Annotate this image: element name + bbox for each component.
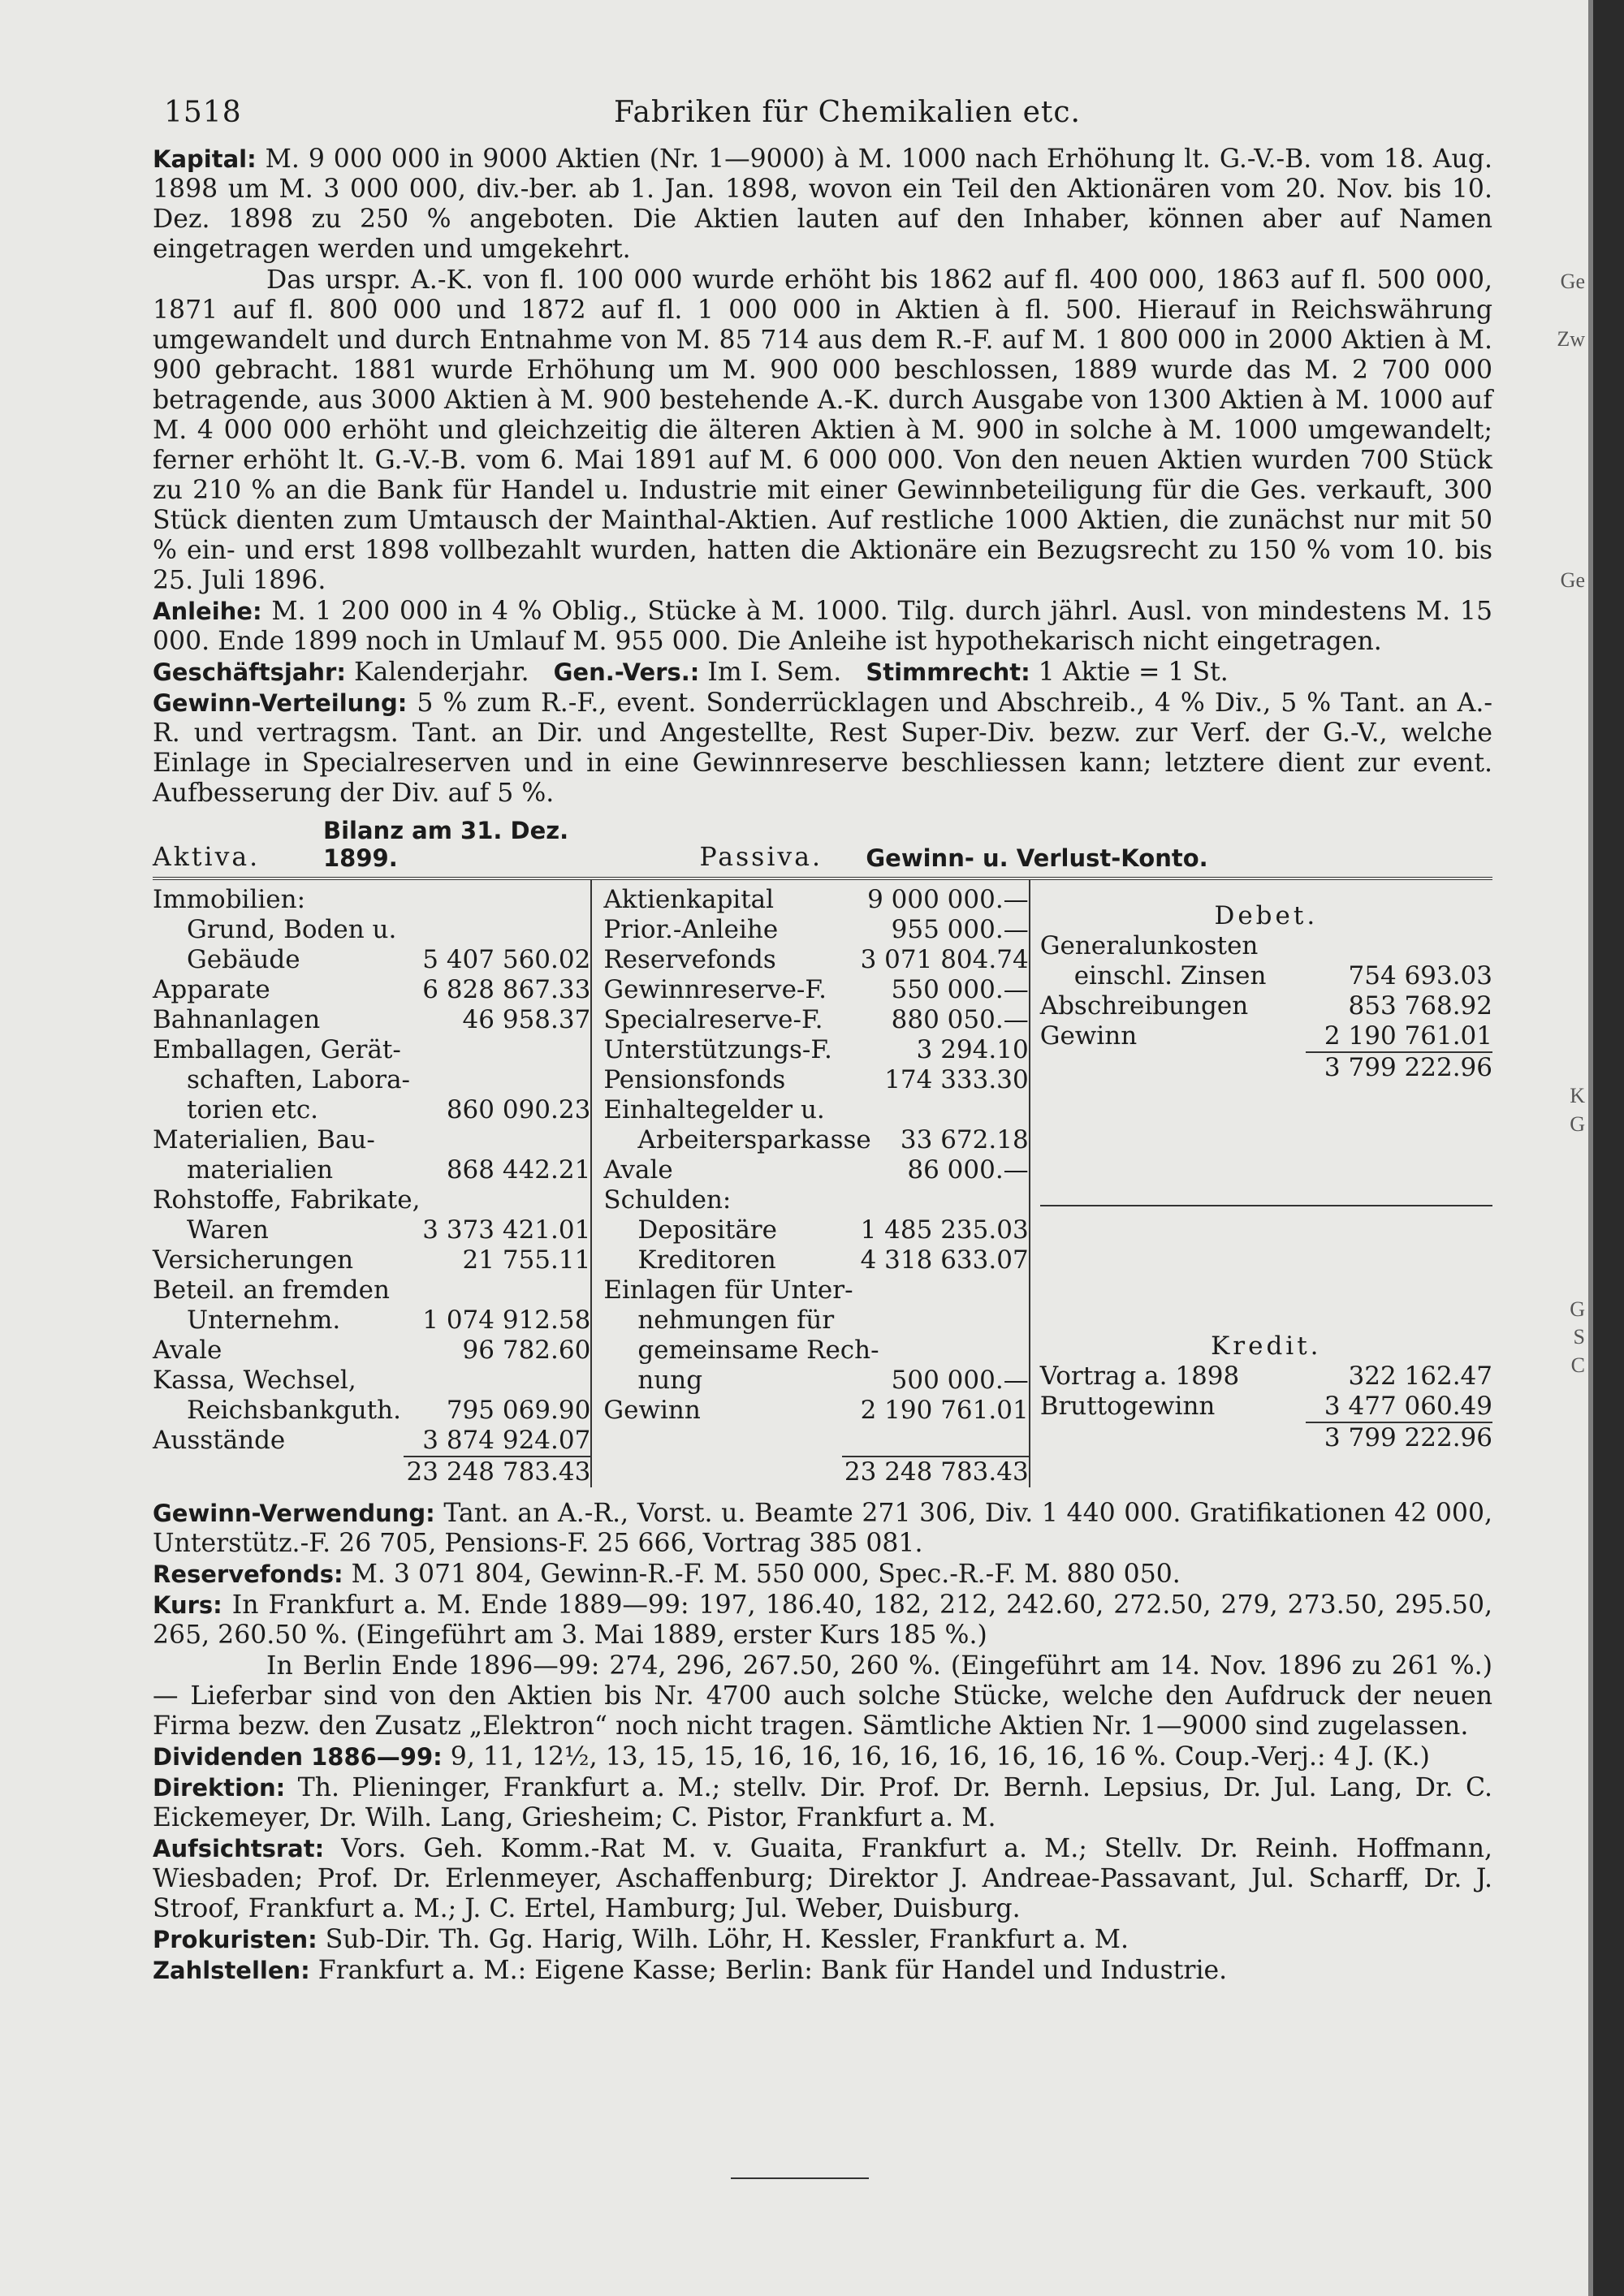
row-value: 4 318 633.07 xyxy=(860,1245,1029,1275)
aktiva-row xyxy=(153,1005,590,1035)
row-label: Gewinnreserve-F. xyxy=(603,975,827,1004)
row-label: nung xyxy=(637,1366,703,1395)
aktiva-total: 23 248 783.43 xyxy=(404,1456,590,1487)
section-label: Zahlstellen: xyxy=(153,1957,310,1984)
row-label: Einlagen für Unter- xyxy=(603,1275,853,1305)
section-label: Gewinn-Verwendung: xyxy=(153,1500,435,1527)
row-value: 3 874 924.07 xyxy=(422,1426,591,1455)
row-value: 33 672.18 xyxy=(900,1125,1029,1154)
passiva-row xyxy=(603,1396,1028,1426)
kredit-caption: Kredit. xyxy=(1211,1331,1322,1361)
kapital-text: M. 9 000 000 in 9000 Aktien (Nr. 1—9000) à M. 1000 nach Erhöhung lt. G.-V.-B. vom 18. Aug. 1898 um M. 3 000 000, div.-ber. ab 1. Jan. 1898, wovon ein Teil den Aktionären vom 20. Nov. bis 10. Dez. 1898 zu 250 % angeboten. Die Aktien lauten auf den Inhaber, können aber auf Namen eingetragen werden und umgekehrt. xyxy=(153,145,1493,264)
section-text: Sub-Dir. Th. Gg. Harig, Wilh. Löhr, H. Kessler, Frankfurt a. M. xyxy=(325,1925,1129,1954)
section-text: In Berlin Ende 1896—99: 274, 296, 267.50, 260 %. (Eingeführt am 14. Nov. 1896 zu 261 %.) — Lieferbar sind von den Aktien bis Nr. 4700 auch solche Stücke, welche den Aufdruck der neuen Firma bezw. den Zusatz „Elektron“ noch nicht tragen. Sämtliche Aktien Nr. 1—9000 sind zugelassen. xyxy=(153,1651,1492,1741)
row-label: Kassa, Wechsel, xyxy=(153,1366,356,1395)
row-value: 9 000 000.— xyxy=(867,885,1029,914)
row-value: 1 485 235.03 xyxy=(860,1215,1029,1245)
row-label: Reichsbankguth. xyxy=(187,1396,401,1425)
kapital-history: Das urspr. A.-K. von fl. 100 000 wurde erhöht bis 1862 auf fl. 400 000, 1863 auf fl. 500 000, 1871 auf fl. 800 000 und 1872 auf fl. 1 000 000 in Aktien à fl. 500. Hierauf in Reichswährung umgewandelt und durch Entnahme von M. 85 714 aus dem R.-F. auf M. 1 800 000 in 2000 Aktien à M. 900 gebracht. 1881 wurde Erhöhung um M. 900 000 beschlossen, 1889 wurde das M. 2 700 000 betragende, aus 3000 Aktien à M. 900 bestehende A.-K. durch Ausgabe von 1300 Aktien à M. 1000 auf M. 4 000 000 erhöht und gleichzeitig die älteren Aktien à M. 900 in solche à M. 1000 umgewandelt; ferner erhöht lt. G.-V.-B. vom 6. Mai 1891 auf M. 6 000 000. Von den neuen Aktien wurden 700 Stück zu 210 % an die Bank für Handel u. Industrie mit einer Gewinnbeteiligung für die Ges. verkauft, 300 Stück dienten zum Umtausch der Mainthal-Aktien. Auf restliche 1000 Aktien, die zunächst nur mit 50 % ein- und erst 1898 vollbezahlt wurden, hatten die Aktionäre ein Bezugsrecht zu 150 % vom 10. bis 25. Juli 1896. xyxy=(153,265,1492,595)
bottom-section xyxy=(153,1742,1492,1772)
row-label: Unternehm. xyxy=(187,1306,341,1335)
bottom-section xyxy=(153,1956,1492,1986)
section-text: Th. Plieninger, Frankfurt a. M.; stellv. Dir. Prof. Dr. Bernh. Lepsius, Dr. Jul. Lang, Dr. C. Eickemeyer, Dr. Wilh. Lang, Griesheim; C. Pistor, Frankfurt a. M. xyxy=(153,1773,1492,1832)
margin-fragment: G xyxy=(1570,1112,1585,1136)
section-label: Prokuristen: xyxy=(153,1926,317,1953)
passiva-row xyxy=(603,1155,1028,1185)
row-value: 46 958.37 xyxy=(462,1005,591,1034)
passiva-row xyxy=(603,1005,1028,1035)
passiva-row xyxy=(603,1366,1028,1396)
footer-rule xyxy=(731,2177,869,2179)
debet-row xyxy=(1040,1021,1492,1051)
section-text: Frankfurt a. M.: Eigene Kasse; Berlin: Bank für Handel und Industrie. xyxy=(317,1956,1228,1985)
aktiva-row xyxy=(153,1185,590,1215)
aktiva-caption: Aktiva. xyxy=(153,843,261,872)
page-edge xyxy=(1593,0,1624,2296)
row-value: 3 373 421.01 xyxy=(422,1215,591,1245)
passiva-row xyxy=(603,915,1028,945)
gewinnverteilung-text: 5 % zum R.-F., event. Sonderrücklagen und Abschreib., 4 % Div., 5 % Tant. an A.-R. und vertragsm. Tant. an Dir. und Angestellte, Rest Super-Div. bezw. zur Verf. der G.-V., welche Einlage in Specialreserven und in eine Gewinnreserve beschliessen kann; letztere dient zur event. Aufbesserung der Div. auf 5 %. xyxy=(153,688,1493,808)
row-label: Specialreserve-F. xyxy=(603,1005,823,1034)
passiva-row xyxy=(603,945,1028,975)
row-label: Prior.-Anleihe xyxy=(603,915,779,944)
geschaeftsjahr-text: Kalenderjahr. xyxy=(353,658,529,687)
row-label: Materialien, Bau- xyxy=(153,1125,375,1154)
row-value: 96 782.60 xyxy=(462,1336,591,1365)
kapital-section xyxy=(153,145,1492,265)
row-value: 795 069.90 xyxy=(446,1396,591,1425)
passiva-row xyxy=(603,1065,1028,1095)
section-text: M. 3 071 804, Gewinn-R.-F. M. 550 000, Spec.-R.-F. M. 880 050. xyxy=(351,1560,1181,1589)
section-text: Tant. an A.-R., Vorst. u. Beamte 271 306, Div. 1 440 000. Gratifikationen 42 000, Unterstütz.-F. 26 705, Pensions-F. 25 666, Vortrag 385 081. xyxy=(153,1499,1492,1558)
aktiva-row xyxy=(153,1125,590,1155)
row-label: Unterstützungs-F. xyxy=(603,1035,832,1064)
bottom-section xyxy=(153,1773,1492,1833)
aktiva-row xyxy=(153,915,590,945)
passiva-column xyxy=(592,880,1030,1487)
aktiva-row xyxy=(153,1306,590,1336)
bottom-section xyxy=(153,1560,1492,1590)
aktiva-row xyxy=(153,1426,590,1456)
section-label: Kurs: xyxy=(153,1591,222,1619)
row-label: materialien xyxy=(187,1155,334,1185)
anleihe-label: Anleihe: xyxy=(153,598,262,625)
aktiva-row xyxy=(153,975,590,1005)
passiva-row xyxy=(603,1035,1028,1065)
margin-fragment: Zw xyxy=(1557,327,1585,351)
anleihe-section xyxy=(153,597,1492,657)
aktiva-row xyxy=(153,1095,590,1125)
row-label: Bahnanlagen xyxy=(153,1005,321,1034)
gewinnverteilung-section xyxy=(153,688,1492,809)
row-value: 860 090.23 xyxy=(446,1095,591,1124)
bottom-section xyxy=(153,1590,1492,1651)
debet-total: 3 799 222.96 xyxy=(1306,1051,1492,1083)
bottom-section xyxy=(153,1499,1492,1559)
debet-row xyxy=(1040,991,1492,1021)
aktiva-row xyxy=(153,1215,590,1245)
aktiva-row xyxy=(153,1396,590,1426)
balance-table xyxy=(153,877,1492,1487)
row-label: einschl. Zinsen xyxy=(1073,961,1267,990)
row-label: gemeinsame Rech- xyxy=(637,1336,879,1365)
row-label: Emballagen, Gerät- xyxy=(153,1035,401,1064)
section-label: Dividenden 1886—99: xyxy=(153,1743,443,1771)
aktiva-row xyxy=(153,1155,590,1185)
row-value: 21 755.11 xyxy=(462,1245,591,1275)
aktiva-row xyxy=(153,1275,590,1306)
anleihe-text: M. 1 200 000 in 4 % Oblig., Stücke à M. 1000. Tilg. durch jährl. Ausl. von mindestens M. 15 000. Ende 1899 noch in Umlauf M. 955 000. Die Anleihe ist hypothekarisch nicht eingetragen. xyxy=(153,597,1493,656)
stimmrecht-label: Stimmrecht: xyxy=(866,658,1030,686)
passiva-row xyxy=(603,885,1028,915)
row-value: 174 333.30 xyxy=(884,1065,1029,1094)
row-value: 500 000.— xyxy=(891,1366,1029,1395)
passiva-row xyxy=(603,1095,1028,1125)
aktiva-row xyxy=(153,885,590,915)
row-value: 1 074 912.58 xyxy=(422,1306,591,1335)
row-label: Grund, Boden u. xyxy=(187,915,397,944)
margin-fragment: K xyxy=(1570,1084,1585,1107)
bottom-section xyxy=(153,1925,1492,1955)
row-label: Generalunkosten xyxy=(1039,931,1259,960)
row-label: torien etc. xyxy=(187,1095,319,1124)
gen-vers-text: Im I. Sem. xyxy=(707,658,842,687)
page-header xyxy=(153,96,1492,145)
margin-fragment: C xyxy=(1570,1353,1585,1377)
gen-vers-label: Gen.-Vers.: xyxy=(553,658,700,686)
section-label: Aufsichtsrat: xyxy=(153,1835,325,1862)
row-label: Apparate xyxy=(153,975,270,1004)
geschaeftsjahr-section xyxy=(153,658,1492,688)
row-value: 3 477 060.49 xyxy=(1324,1392,1492,1421)
row-value: 955 000.— xyxy=(891,915,1029,944)
passiva-row xyxy=(603,1336,1028,1366)
row-label: Schulden: xyxy=(603,1185,732,1215)
section-label: Reservefonds: xyxy=(153,1560,343,1588)
kapital-label: Kapital: xyxy=(153,145,257,173)
margin-fragment: S xyxy=(1573,1325,1585,1349)
document-page xyxy=(153,96,1492,1987)
passiva-row xyxy=(603,1275,1028,1306)
kredit-row xyxy=(1040,1392,1492,1422)
row-label: Ausstände xyxy=(153,1426,286,1455)
gv-divider xyxy=(1040,1205,1492,1206)
section-text: In Frankfurt a. M. Ende 1889—99: 197, 186.40, 182, 212, 242.60, 272.50, 279, 273.50, 295.50, 265, 260.50 %. (Eingeführt am 3. Mai 1889, erster Kurs 185 %.) xyxy=(153,1590,1493,1650)
row-label: Aktienkapital xyxy=(603,885,775,914)
row-label: nehmungen für xyxy=(637,1306,835,1335)
row-value: 2 190 761.01 xyxy=(860,1396,1029,1425)
aktiva-column xyxy=(153,880,592,1487)
passiva-row xyxy=(603,975,1028,1005)
margin-fragment: Ge xyxy=(1560,270,1585,293)
aktiva-row xyxy=(153,1065,590,1095)
aktiva-row xyxy=(153,1366,590,1396)
passiva-row xyxy=(603,1185,1028,1215)
bottom-sections xyxy=(153,1499,1492,1986)
section-text: 9, 11, 12½, 13, 15, 15, 16, 16, 16, 16, 16, 16, 16, 16 %. Coup.-Verj.: 4 J. (K.) xyxy=(450,1742,1430,1772)
gv-title: Gewinn- u. Verlust-Konto. xyxy=(866,844,1208,872)
row-value: 322 162.47 xyxy=(1348,1362,1492,1391)
row-label: Arbeitersparkasse xyxy=(637,1125,871,1154)
passiva-row xyxy=(603,1125,1028,1155)
row-label: Beteil. an fremden xyxy=(153,1275,390,1305)
row-label: Avale xyxy=(153,1336,222,1365)
bottom-section xyxy=(153,1651,1492,1741)
passiva-row xyxy=(603,1306,1028,1336)
debet-row xyxy=(1040,961,1492,991)
passiva-caption: Passiva. xyxy=(699,843,823,872)
row-value: 6 828 867.33 xyxy=(422,975,591,1004)
passiva-row xyxy=(603,1245,1028,1275)
row-value: 3 294.10 xyxy=(916,1035,1029,1064)
balance-captions xyxy=(153,817,1492,872)
bilanz-title: Bilanz am 31. Dez. 1899. xyxy=(323,817,569,872)
section-label: Direktion: xyxy=(153,1774,286,1802)
passiva-row xyxy=(603,1215,1028,1245)
row-label: Immobilien: xyxy=(153,885,306,914)
row-label: Gebäude xyxy=(187,945,300,974)
row-value: 550 000.— xyxy=(891,975,1029,1004)
geschaeftsjahr-label: Geschäftsjahr: xyxy=(153,658,346,686)
section-text: Vors. Geh. Komm.-Rat M. v. Guaita, Frankfurt a. M.; Stellv. Dr. Reinh. Hoffmann, Wiesbaden; Prof. Dr. Erlenmeyer, Aschaffenburg; Direktor J. Andreae-Passavant, Jul. Scharff, Dr. J. Stroof, Frankfurt a. M.; J. C. Ertel, Hamburg; Jul. Weber, Duisburg. xyxy=(153,1834,1492,1923)
row-value: 853 768.92 xyxy=(1348,991,1492,1021)
row-value: 5 407 560.02 xyxy=(422,945,591,974)
stimmrecht-text: 1 Aktie = 1 St. xyxy=(1038,658,1229,687)
row-label: schaften, Labora- xyxy=(187,1065,411,1094)
bottom-section xyxy=(153,1834,1492,1924)
gewinnverteilung-label: Gewinn-Verteilung: xyxy=(153,689,408,717)
row-value: 880 050.— xyxy=(891,1005,1029,1034)
margin-fragment: G xyxy=(1570,1297,1585,1321)
row-value: 754 693.03 xyxy=(1348,961,1492,990)
kredit-total: 3 799 222.96 xyxy=(1306,1422,1492,1453)
row-label: Gewinn xyxy=(603,1396,701,1425)
row-label: Avale xyxy=(603,1155,673,1185)
row-label: Versicherungen xyxy=(153,1245,354,1275)
row-label: Depositäre xyxy=(637,1215,777,1245)
kredit-row xyxy=(1040,1362,1492,1392)
row-value: 2 190 761.01 xyxy=(1324,1021,1492,1051)
row-label: Vortrag a. 1898 xyxy=(1039,1362,1240,1391)
row-value: 86 000.— xyxy=(907,1155,1029,1185)
row-value: 3 071 804.74 xyxy=(860,945,1029,974)
passiva-total: 23 248 783.43 xyxy=(842,1456,1029,1487)
aktiva-row xyxy=(153,1035,590,1065)
row-label: Pensionsfonds xyxy=(603,1065,786,1094)
aktiva-row xyxy=(153,1336,590,1366)
row-label: Kreditoren xyxy=(637,1245,776,1275)
row-label: Bruttogewinn xyxy=(1039,1392,1216,1421)
row-label: Rohstoffe, Fabrikate, xyxy=(153,1185,421,1215)
debet-caption: Debet. xyxy=(1214,901,1319,930)
debet-row xyxy=(1040,931,1492,961)
row-value: 868 442.21 xyxy=(446,1155,591,1185)
row-label: Einhaltegelder u. xyxy=(603,1095,825,1124)
row-label: Gewinn xyxy=(1039,1021,1138,1051)
aktiva-row xyxy=(153,1245,590,1275)
row-label: Waren xyxy=(187,1215,269,1245)
page-number: 1518 xyxy=(164,96,242,129)
gv-column xyxy=(1030,880,1492,1487)
row-label: Abschreibungen xyxy=(1039,991,1249,1021)
row-label: Reservefonds xyxy=(603,945,776,974)
margin-fragment: Ge xyxy=(1560,568,1585,592)
aktiva-row xyxy=(153,945,590,975)
running-title: Fabriken für Chemikalien etc. xyxy=(614,96,1081,129)
